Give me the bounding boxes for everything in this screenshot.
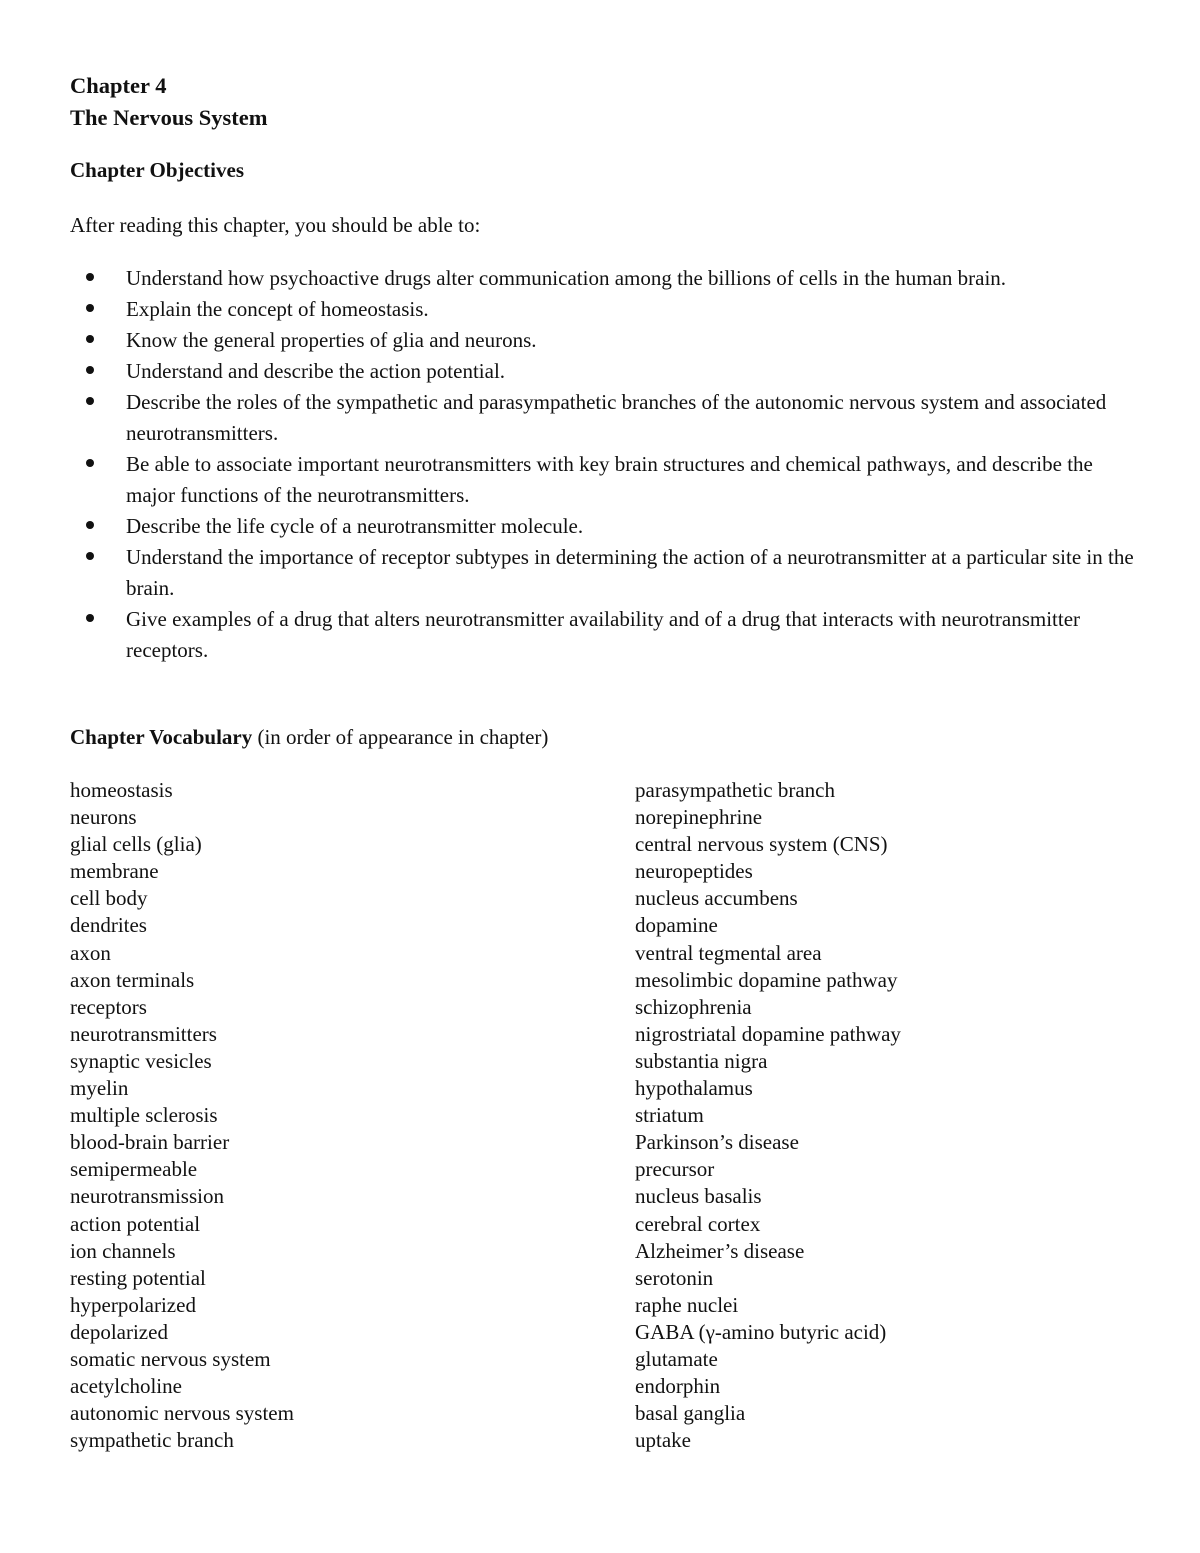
vocab-term: axon: [70, 940, 111, 965]
vocab-term: glial cells (glia): [70, 832, 202, 857]
list-item: [70, 542, 1140, 604]
vocab-term: depolarized: [70, 1319, 168, 1344]
vocab-term: schizophrenia: [635, 994, 752, 1019]
bullet-icon: [86, 552, 94, 560]
vocab-term: neuropeptides: [635, 859, 753, 884]
objective-text: Explain the concept of homeostasis.: [126, 297, 429, 321]
vocab-term: neurotransmission: [70, 1184, 224, 1209]
bullet-icon: [86, 304, 94, 312]
list-item: [70, 263, 1140, 294]
vocab-term: synaptic vesicles: [70, 1048, 212, 1073]
vocabulary-heading: Chapter Vocabulary: [70, 725, 253, 749]
list-item: [70, 294, 1140, 325]
vocab-term: ventral tegmental area: [635, 940, 822, 965]
vocab-term: glutamate: [635, 1346, 718, 1371]
chapter-heading: [70, 70, 1140, 134]
vocab-term: endorphin: [635, 1374, 721, 1399]
vocab-term: uptake: [635, 1428, 691, 1453]
vocab-term: norepinephrine: [635, 805, 763, 830]
objective-text: Understand and describe the action potential.: [126, 359, 506, 383]
objective-text: Describe the roles of the sympathetic and parasympathetic branches of the autonomic nervous system and associated neurotransmitters.: [126, 390, 1107, 445]
vocabulary-title: [70, 723, 1140, 751]
vocab-term: precursor: [635, 1157, 715, 1182]
bullet-icon: [86, 273, 94, 281]
vocab-term: somatic nervous system: [70, 1346, 271, 1371]
vocab-term: ion channels: [70, 1238, 176, 1263]
vocab-term: cell body: [70, 886, 148, 911]
chapter-number: Chapter 4: [70, 73, 167, 98]
vocab-term: receptors: [70, 994, 147, 1019]
vocab-term: nigrostriatal dopamine pathway: [635, 1021, 901, 1046]
vocabulary-subtitle: (in order of appearance in chapter): [252, 725, 549, 749]
objective-text: Know the general properties of glia and neurons.: [126, 328, 537, 352]
vocab-term: dopamine: [635, 913, 718, 938]
list-item: [70, 449, 1140, 511]
vocab-term: substantia nigra: [635, 1048, 768, 1073]
vocab-term: neurons: [70, 805, 137, 830]
vocab-term: nucleus basalis: [635, 1184, 762, 1209]
objective-text: Understand how psychoactive drugs alter communication among the billions of cells in the human brain.: [126, 266, 1007, 290]
bullet-icon: [86, 521, 94, 529]
list-item: [70, 387, 1140, 449]
list-item: [70, 356, 1140, 387]
bullet-icon: [86, 614, 94, 622]
objectives-title: Chapter Objectives: [70, 158, 244, 182]
vocab-term: axon terminals: [70, 967, 195, 992]
objectives-intro: After reading this chapter, you should be able to:: [70, 213, 481, 237]
vocabulary-right-column: [635, 777, 901, 1454]
vocab-term: myelin: [70, 1076, 129, 1101]
list-item: [70, 604, 1140, 666]
vocab-term: neurotransmitters: [70, 1021, 217, 1046]
objectives-list: [70, 263, 1140, 666]
objective-text: Be able to associate important neurotransmitters with key brain structures and chemical pathways, and describe the major functions of the neurotransmitters.: [126, 452, 1093, 507]
vocab-term: raphe nuclei: [635, 1292, 739, 1317]
vocab-term: GABA (γ-amino butyric acid): [635, 1319, 887, 1344]
objective-text: Describe the life cycle of a neurotransmitter molecule.: [126, 514, 584, 538]
vocab-term: Parkinson’s disease: [635, 1130, 799, 1155]
vocab-term: striatum: [635, 1103, 704, 1128]
vocab-term: membrane: [70, 859, 159, 884]
vocab-term: action potential: [70, 1211, 201, 1236]
vocabulary-left-column: [70, 777, 294, 1454]
vocab-term: cerebral cortex: [635, 1211, 761, 1236]
vocab-term: resting potential: [70, 1265, 206, 1290]
list-item: [70, 325, 1140, 356]
bullet-icon: [86, 397, 94, 405]
vocab-term: multiple sclerosis: [70, 1103, 218, 1128]
chapter-title: The Nervous System: [70, 105, 268, 130]
vocab-term: mesolimbic dopamine pathway: [635, 967, 898, 992]
vocab-term: nucleus accumbens: [635, 886, 798, 911]
vocab-term: parasympathetic branch: [635, 778, 835, 802]
vocab-term: basal ganglia: [635, 1401, 746, 1426]
vocab-term: dendrites: [70, 913, 147, 938]
bullet-icon: [86, 459, 94, 467]
vocab-term: autonomic nervous system: [70, 1401, 294, 1426]
bullet-icon: [86, 335, 94, 343]
vocab-term: semipermeable: [70, 1157, 198, 1182]
bullet-icon: [86, 366, 94, 374]
document-page: [70, 70, 1140, 1453]
objective-text: Give examples of a drug that alters neurotransmitter availability and of a drug that interacts with neurotransmitter receptors.: [126, 607, 1081, 662]
vocab-term: hypothalamus: [635, 1076, 753, 1101]
vocab-term: central nervous system (CNS): [635, 832, 888, 857]
vocab-term: sympathetic branch: [70, 1428, 234, 1453]
vocab-term: acetylcholine: [70, 1374, 182, 1399]
vocab-term: hyperpolarized: [70, 1292, 196, 1317]
list-item: [70, 511, 1140, 542]
vocab-term: blood-brain barrier: [70, 1130, 230, 1155]
vocab-term: Alzheimer’s disease: [635, 1238, 805, 1263]
vocab-term: serotonin: [635, 1265, 714, 1290]
objective-text: Understand the importance of receptor subtypes in determining the action of a neurotransmitter at a particular site in the brain.: [126, 545, 1134, 600]
vocab-term: homeostasis: [70, 778, 173, 802]
